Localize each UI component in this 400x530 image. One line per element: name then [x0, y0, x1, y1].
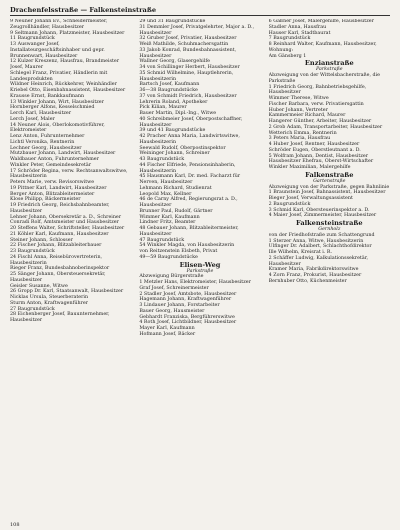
directory-entry: Abzweigung von der Parkstraße, gegen Bahnlinie [268, 184, 390, 190]
directory-entry: Brunner Paul, Rudolf, Gärtner [139, 208, 213, 214]
directory-entry: Stadler Anna, Hausfrau [268, 24, 327, 30]
directory-entry: Gebhardt Franziska, Bergführerswitwe [139, 314, 235, 320]
directory-entry: Hangerer Günther, Arbeiter, Hausbesitzer [268, 119, 372, 124]
directory-entry: Ille Wilhelm, Kreisrat i. R. [268, 250, 332, 255]
directory-entry: 13 Auswanger Josef, Installateurgeschäftsinhaber und gepr. Brunnenwart, Hausbesitzer [10, 42, 105, 59]
directory-entry: Seewald Rudolf, Oberpostinspektor [139, 145, 226, 151]
directory-entry: Bauer Martin, Dipl.-Ing., Witwe [139, 111, 217, 116]
directory-entry: 32 Gruber Josef, Privatier, Hausbesitzer [139, 36, 237, 42]
directory-entry: Conradi Rolf, Amtsmeister und Hausbesitzer [10, 220, 119, 226]
directory-entry: Lichtl Veronika, Rentnerin [10, 139, 75, 145]
directory-entry: 49—59 Baugrundstücke [139, 254, 198, 260]
directory-entry: Geisler Susanne, Witwe [10, 283, 68, 289]
directory-entry: Steiner Johann, Schlosser [10, 237, 73, 243]
directory-entry: Ulfinger Dr. Adalbert, Schlachthofdirektor [268, 244, 372, 250]
directory-entry: 7 Baugrundstück [268, 36, 311, 42]
directory-entry: 4 Maier Josef, Zimmermeister, Hausbesitzer [268, 213, 377, 219]
directory-entry: Wildner Heinrich, Rückkehrer, Weinhändler [10, 82, 117, 88]
directory-entry: Rieger Franz, Bundesbahnoberinspektor [10, 266, 110, 272]
street-subheading: Parkstraße [186, 268, 214, 274]
directory-entry: 17 Schröder Regina, verw. Rechtsanwaltswitwe, Hausbesitzerin [10, 168, 128, 180]
directory-entry: 47 Baugrundstück [139, 237, 185, 243]
directory-entry: 39 und 41 Baugrundstücke [139, 128, 206, 134]
directory-entry: Pick Kilian, Maurer [139, 105, 187, 111]
directory-entry: 29 und 31 Baugrundstücke [139, 19, 206, 24]
directory-entry: Lehrerin Roland, Apotheker [139, 99, 208, 105]
page-number: 108 [10, 522, 20, 528]
directory-entry: Leopold Max, Kellner [139, 191, 192, 197]
directory-entry: Mutzbauer Johann, Landwirt, Hausbesitzer [10, 151, 116, 157]
directory-entry: Hofmann Josef, Bäcker [139, 331, 196, 337]
directory-entry: 42 Pracher Anna Maria, Landwirtswitwe, Hausbesitzerin [139, 134, 240, 145]
directory-entry: 2 Grob Adam, Transportarbeiter, Hausbesitzer [268, 124, 383, 130]
directory-entry: Schröder Eugen, Oberstleutnant a. D. [268, 147, 361, 153]
directory-entry: 19 Pittner Karl, Landwirt, Hausbesitzer [10, 185, 107, 191]
directory-entry: 2 Stadler Josef, Amtsbote, Hausbesitzer [139, 291, 237, 297]
street-subheading: Gartenstraße [313, 178, 346, 184]
directory-entry: Kramer Maria, Fabrikdirektorswitwe [268, 267, 359, 273]
column-3 [269, 19, 390, 524]
directory-entry: Lehner Johann, Obersekretär a. D., Schreiner [10, 214, 122, 220]
directory-entry: Hauser Karl, Stadtbaurat [268, 30, 331, 36]
directory-entry: Winkler Maximilian, Malergehilfe [268, 165, 351, 170]
directory-entry: von Reitzenstein Elsbeth, Privat [139, 249, 218, 254]
directory-entry: 1 Sterzer Anna, Witwe, Hausbesitzerin [268, 238, 364, 244]
directory-entry: 28 Eichenberger Josef, Bauunternehmer, Hausbesitzer [10, 312, 110, 323]
directory-entry: Nicklas Ursula, Steuerberaterin [10, 295, 89, 300]
directory-entry: Hagemann Johann, Kraftwagenführer [139, 297, 232, 303]
directory-entry: Abzweigung Bürgerstraße [139, 274, 204, 280]
directory-entry: Wallner Georg, Glasergehilfe [139, 59, 210, 65]
directory-entry: Kriebel Otto, Eisenbahnassistent, Hausbesitzer [10, 88, 126, 93]
directory-entry: 19 Friedrich Georg, Reichsbahnbeamter, Hausbesitzer [10, 203, 110, 214]
directory-entry: 11 Baugrundstück [10, 36, 55, 42]
directory-entry: 3 Lindauer Johann, Forstarbeiter [139, 303, 220, 308]
directory-entry: 24 Fischl Anna, Reisebürovertreterin, Hausbesitzerin [10, 254, 103, 266]
column-2 [139, 19, 260, 524]
directory-entry: 4 Huber Josef, Rentner, Hausbesitzer [268, 142, 360, 147]
directory-entry: Abzweigung von der Wittelsbacherstraße, die Parkstraße [268, 73, 380, 84]
street-heading: Falkenstraße [305, 170, 354, 179]
columns [10, 19, 390, 524]
directory-entry: 43 Baugrundstück [139, 157, 185, 162]
directory-entry: 2 Baugrundstück [268, 201, 311, 207]
directory-entry: 45 Hausmann Karl, Dr. med. Facharzt für Nerven, Hausbesitzer [139, 174, 241, 185]
directory-entry: 44 Fischer Elfriede, Pensionsinhaberin, Hausbesitzerin [139, 162, 236, 174]
directory-entry: Am Gänsberg 1 [268, 53, 307, 59]
directory-entry: Bernhuber Otto, Küchenmeister [268, 278, 347, 284]
directory-entry: Weininger Johann, Schreiner [139, 151, 210, 157]
directory-entry: 6 Gaßner Josef, Malergehilfe, Hausbesitzer [268, 19, 374, 24]
directory-entry: Lerch Karl, Hausbesitzer [10, 111, 72, 116]
directory-entry: 22 Fischer Johann, Blitzableiterbauer [10, 243, 102, 249]
directory-entry: 5 Wolfram Johann, Dentist, Hausbesitzer [268, 153, 369, 159]
directory-entry: 36—38 Baugrundstücke [139, 88, 198, 93]
directory-entry: 1 Friedrich Georg, Bahnbetriebsgehilfe, Hausbesitzer [268, 84, 367, 96]
directory-entry: 46 de Carny Alfred, Regierungsrat a. D., Hausbesitzer [139, 197, 238, 208]
directory-entry: 8 Reinhard Walter, Kaufmann, Hausbesitzer, Wohnung: [268, 42, 377, 53]
directory-entry: Lerch Josef, Maler [10, 116, 55, 122]
directory-entry: 20 Steffens Walter, Schriftsteller, Hausbesitzer [10, 226, 125, 231]
directory-entry: 13 Winkler Johann, Wirt, Hausbesitzer [10, 99, 104, 105]
directory-entry: Sturm Anton, Kraftwagenführer [10, 300, 88, 306]
directory-entry: 31 Demmler Josef, Privatgelehrter, Major a. D., Hausbesitzer [139, 24, 255, 36]
directory-entry: Lechner Georg, Hausbesitzer [10, 145, 82, 151]
directory-entry: Kammermeier Richard, Maurer [268, 113, 346, 119]
directory-entry: 23 Baugrundstück [10, 249, 55, 254]
directory-entry: Hausbesitzer Ehefrau, Oberst-Wirtschafter [268, 159, 374, 165]
directory-entry: 1 Braunstein Josef, Bahnassistent, Hausbesitzer [268, 190, 386, 196]
directory-entry: 25 Sänger Johann, Obersteuersekretär, Hausbesitzer [10, 272, 106, 283]
street-subheading: Parkstraße [315, 67, 343, 73]
directory-entry: 26 Gropp Dr. Karl, Staatsanwalt, Hausbesitzer [10, 289, 124, 295]
directory-entry: 35 Schmid Wilhelmine, Hauptlehrerin, Hausbesitzerin [139, 70, 234, 82]
directory-entry: 40 Schreibmeier Josef, Oberpostschaffner, Hausbesitzer [139, 116, 243, 128]
directory-entry: Graf Josef, Schreinermeister [139, 285, 209, 291]
directory-entry: Huber Johann, Vertreter [268, 107, 328, 113]
directory-entry: Mayer Karl, Kaufmann [139, 326, 195, 331]
directory-entry: 14 Neuner Alois, Oberlokomotivführer, Elektromeister [10, 122, 105, 134]
directory-entry: 27 Baugrundstück [10, 306, 55, 312]
directory-entry: 48 Gebauer Johann, Blitzableitermeister, Hausbesitzer [139, 226, 239, 237]
directory-entry: Bauer Georg, Hausmeister [139, 308, 205, 314]
directory-entry: Lehmann Richard, Studienrat [139, 185, 212, 191]
street-heading: Falkensteinstraße [296, 219, 363, 227]
directory-entry: 4 Roth Josef, Lichtbildner, Hausbesitzer [139, 320, 237, 326]
directory-entry: 33 Jakob Konrad, Bundesbahnassistent, Hausbesitzer [139, 47, 237, 59]
directory-entry: Weiß Mathilde, Schuhmachersgattin [139, 42, 229, 47]
directory-entry: Klose Philipp, Bäckermeister [10, 197, 81, 203]
directory-entry: 4 Zorn Franz, Prokurist, Hausbesitzer [268, 273, 362, 278]
directory-entry: Wimmer Therese, Witwe [268, 96, 329, 101]
directory-entry: von der Friedhofstraße zum Schattengrund [268, 232, 375, 238]
directory-entry: Waldbauer Anton, Fuhrunternehmer [10, 157, 99, 162]
street-heading: Enzianstraße [304, 59, 354, 68]
directory-entry: Lindner Fritz, Beamter [139, 220, 196, 226]
directory-entry: Wetterich Emma, Rentnerin [268, 130, 337, 136]
directory-entry: 21 Köhler Karl, Kaufmann, Hausbesitzer [10, 231, 109, 237]
running-header: Drachenfelsstraße — Falkensteinstraße [10, 6, 390, 16]
directory-entry: Lenz Anton, Fuhrunternehmer [10, 134, 85, 139]
directory-entry: 37 von Schmidt Friedrich, Hausbesitzer [139, 93, 237, 99]
directory-entry: 2 Schäffer Ludwig, Kalkulationssekretär, Hausbesitzer [268, 255, 369, 267]
directory-entry: Hornberger Alfons, Kesselschmied [10, 105, 95, 111]
directory-entry: Winkler Peter, Gemeindesekretär [10, 162, 92, 168]
directory-entry: 3 Peters Maria, Hausfrau [268, 136, 331, 142]
directory-entry: 3 Schmid Karl, Obersteuerinspektor a. D. [268, 207, 370, 213]
street-subheading: Gernholz [318, 227, 341, 232]
directory-entry: Peters Marie, verw. Revisorswitwe [10, 180, 95, 185]
directory-entry: 12 Kulzer Kreszenz, Hausfrau, Brandmeister Josef, Maurer [10, 59, 120, 70]
directory-entry: Krausse Ernst, Bankkaufmann [10, 93, 85, 99]
directory-entry: 9 Seltmann Johann, Platzmeister, Hausbesitzer [10, 30, 125, 36]
directory-entry: Berger Anton, Blitzableitermeister [10, 191, 95, 197]
directory-entry: Schlegel Franz, Privatier, Händlerin mit Landesprodukten [10, 70, 108, 82]
directory-entry: 1 Metzler Hans, Elektromeister, Hausbesitzer [139, 280, 251, 285]
column-1 [10, 19, 131, 524]
street-heading: Elisen-Weg [179, 260, 221, 269]
directory-entry: Fischer Barbara, verw. Privatiersgattin [268, 101, 364, 107]
directory-entry: 54 Winkler Magda, von Hausbesitzerin [139, 243, 235, 249]
directory-entry: Wimmer Karl, Kaufmann [139, 214, 200, 220]
directory-entry: Bartsch Josef, Kaufmann [139, 82, 200, 88]
directory-entry: 9 Neuner Johann Ev., Schneidermeister, Zeugrollhändler, Hausbesitzer [10, 19, 108, 30]
directory-entry: 34 von Schillinger Herbert, Hausbesitzer [139, 65, 240, 70]
directory-entry: Bieger Josef, Verwaltungsassistent [268, 196, 353, 201]
